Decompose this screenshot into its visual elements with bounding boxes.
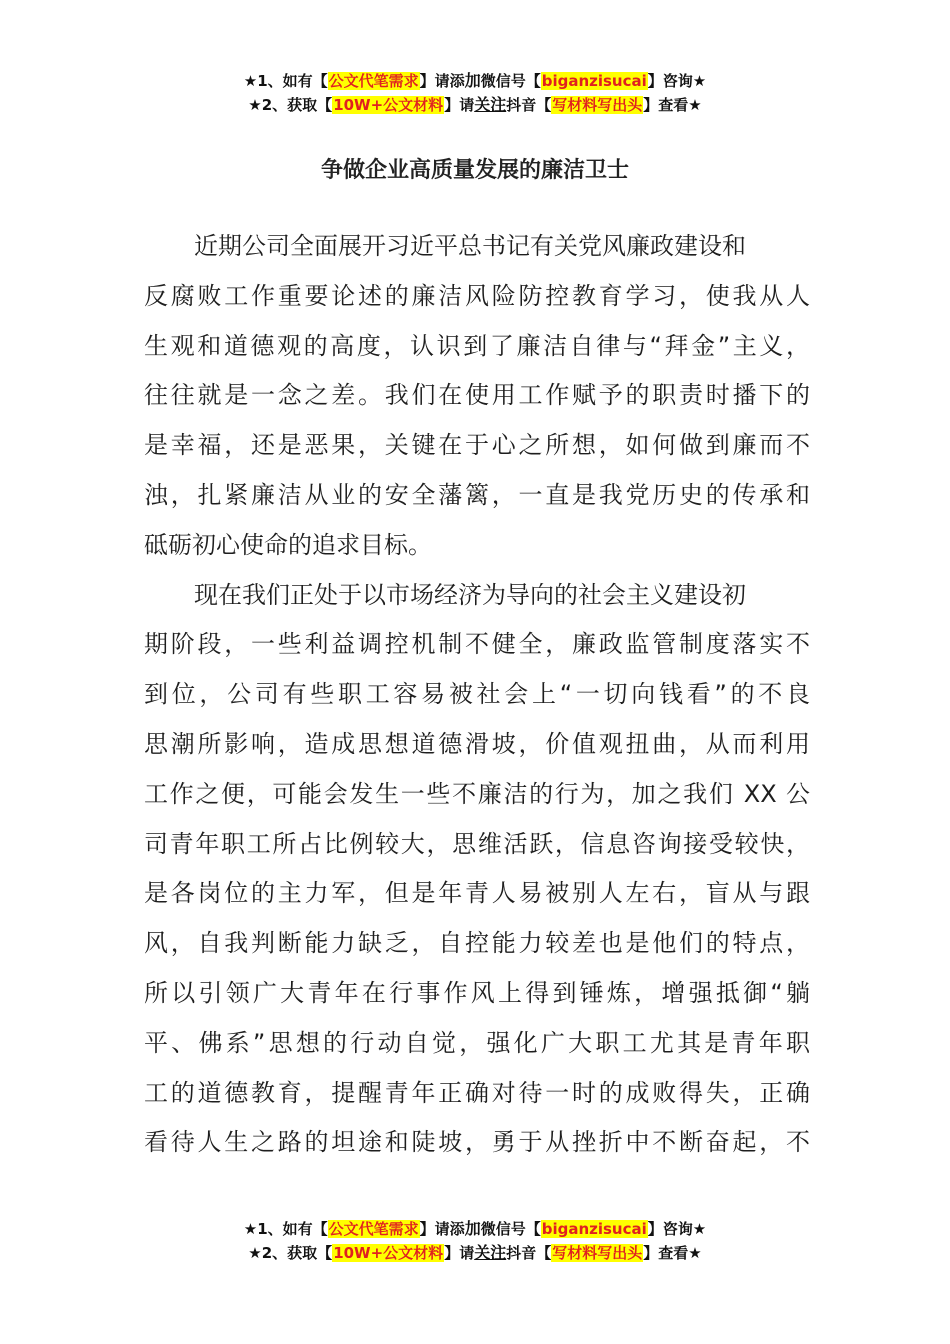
body-line: 生观和道德观的高度，认识到了廉洁自律与“拜金”主义， (144, 331, 810, 360)
banner-emphasis: 关注 (474, 95, 507, 114)
body-line: 浊，扎紧廉洁从业的安全藩篱，一直是我党历史的传承和 (144, 480, 810, 509)
body-line: 思潮所影响，造成思想道德滑坡，价值观扭曲，从而利用 (144, 729, 810, 758)
banner-line-2 (0, 1241, 950, 1265)
highlight-service: 公文代笔需求 (328, 1220, 419, 1238)
body-line: 工作之便，可能会发生一些不廉洁的行为，加之我们 XX 公 (144, 779, 810, 808)
banner-text: 】查看★ (643, 96, 702, 114)
banner-text: 】请 (444, 1244, 475, 1262)
footer-banner (0, 1217, 950, 1265)
banner-text: 】请 (444, 96, 475, 114)
banner-emphasis: 关注 (474, 1243, 507, 1262)
body-line: 反腐败工作重要论述的廉洁风险防控教育学习，使我从人 (144, 281, 810, 310)
banner-text: 】咨询★ (647, 1220, 707, 1238)
highlight-materials: 10W+公文材料 (333, 96, 444, 114)
body-line: 所以引领广大青年在行事作风上得到锤炼，增强抵御“躺 (144, 978, 810, 1007)
banner-text: 抖音【 (506, 1244, 552, 1262)
banner-text: 微信号【 (480, 1220, 541, 1238)
banner-text: 】查看★ (643, 1244, 702, 1262)
body-line: 看待人生之路的坦途和陡坡，勇于从挫折中不断奋起，不 (144, 1128, 810, 1157)
banner-line-1 (0, 69, 950, 93)
highlight-service: 公文代笔需求 (328, 72, 419, 90)
highlight-wechat-id: biganzisucai (541, 1220, 647, 1238)
highlight-douyin: 写材料写出头 (552, 1244, 643, 1262)
highlight-materials: 10W+公文材料 (333, 1244, 444, 1262)
banner-text: ★1、如有【 (243, 72, 328, 90)
banner-text: ★2、获取【 (248, 96, 333, 114)
banner-text: ★1、如有【 (243, 1220, 328, 1238)
banner-emphasis: 加 (464, 1219, 481, 1238)
document-body (144, 222, 810, 1168)
body-line: 平、佛系”思想的行动自觉，强化广大职工尤其是青年职 (144, 1028, 810, 1057)
body-line: 现在我们正处于以市场经济为导向的社会主义建设初 (194, 580, 746, 609)
body-line: 司青年职工所占比例较大，思维活跃，信息咨询接受较快， (144, 829, 810, 858)
banner-emphasis: 加 (464, 71, 481, 90)
page-title: 争做企业高质量发展的廉洁卫士 (320, 158, 629, 183)
banner-line-2 (0, 93, 950, 117)
body-line: 期阶段，一些利益调控机制不健全，廉政监管制度落实不 (144, 630, 810, 659)
header-banner (0, 69, 950, 117)
banner-text: 微信号【 (480, 72, 541, 90)
highlight-douyin: 写材料写出头 (552, 96, 643, 114)
highlight-wechat-id: biganzisucai (541, 72, 647, 90)
banner-line-1 (0, 1217, 950, 1241)
banner-text: ★2、获取【 (248, 1244, 333, 1262)
body-line: 是幸福，还是恶果，关键在于心之所想，如何做到廉而不 (144, 431, 810, 460)
banner-text: 】咨询★ (647, 72, 707, 90)
body-line: 工的道德教育，提醒青年正确对待一时的成败得失，正确 (144, 1078, 810, 1107)
body-line: 砥砺初心使命的追求目标。 (144, 530, 432, 559)
banner-text: 】请添 (419, 1220, 465, 1238)
body-line: 近期公司全面展开习近平总书记有关党风廉政建设和 (194, 232, 746, 260)
banner-text: 抖音【 (506, 96, 552, 114)
banner-text: 】请添 (419, 72, 465, 90)
body-line: 风，自我判断能力缺乏，自控能力较差也是他们的特点， (144, 929, 810, 958)
body-line: 到位，公司有些职工容易被社会上“一切向钱看”的不良 (144, 680, 810, 709)
body-line: 是各岗位的主力军，但是年青人易被别人左右，盲从与跟 (144, 879, 810, 908)
body-line: 往往就是一念之差。我们在使用工作赋予的职责时播下的 (144, 381, 810, 410)
